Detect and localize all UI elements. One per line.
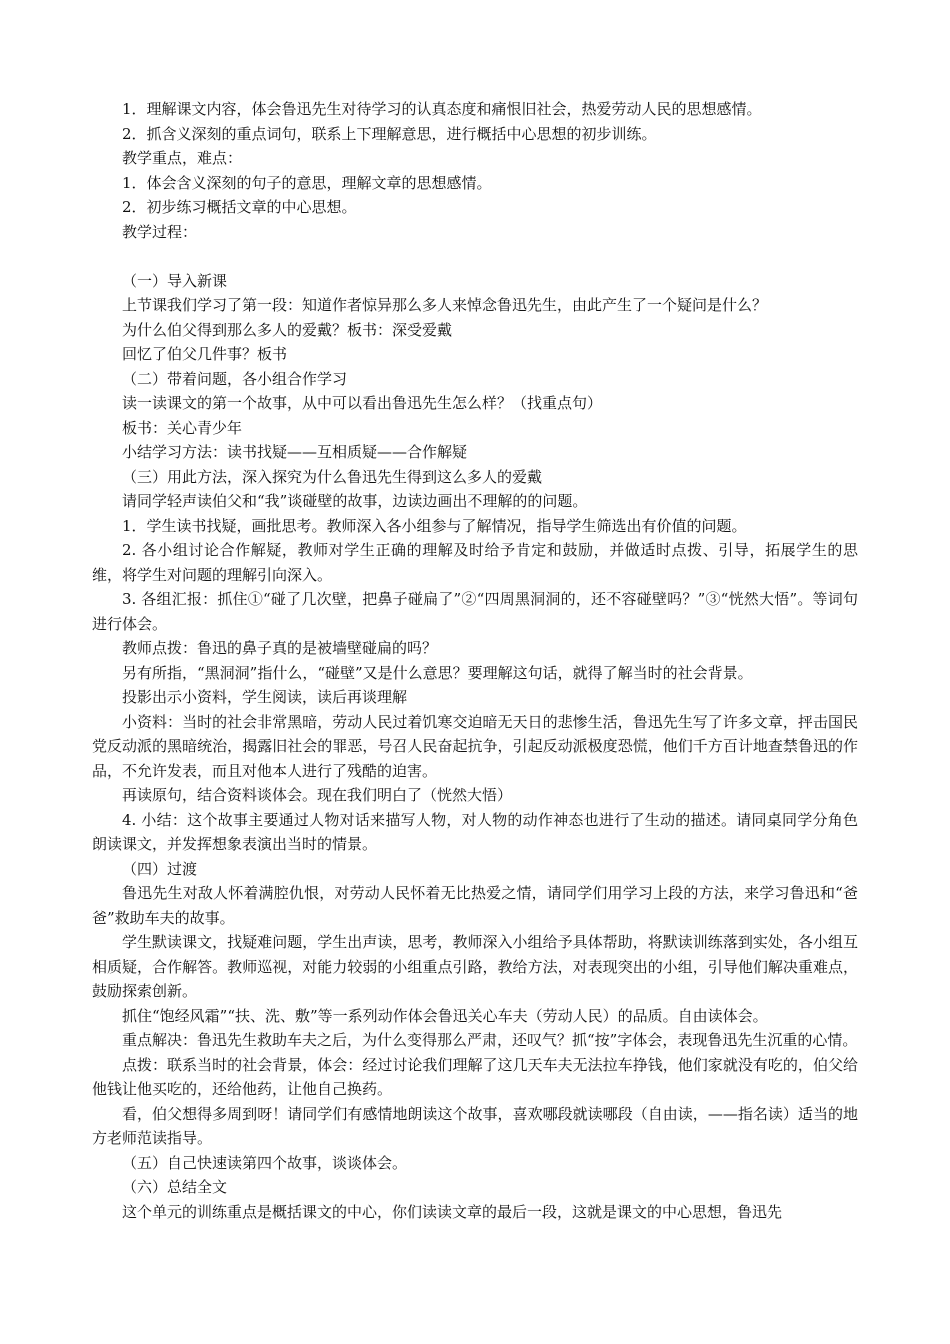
paragraph: 1．学生读书找疑，画批思考。教师深入各小组参与了解情况，指导学生筛选出有价值的问题。 [122,516,747,535]
paragraph: 抓住“饱经风霜”“扶、洗、敷”等一系列动作体会鲁迅关心车夫（劳动人民）的品质。自由读体会。 [122,1006,768,1025]
section-heading: （三）用此方法，深入探究为什么鲁迅先生得到这么多人的爱戴 [122,467,543,486]
paragraph: 读一读课文的第一个故事，从中可以看出鲁迅先生怎么样？（找重点句） [122,394,603,412]
paragraph: 回忆了伯父几件事？板书 [122,345,288,363]
paragraph: 看，伯父想得多周到呀！请同学们有感情地朗读这个故事，喜欢哪段就读哪段（自由读，——指名读）适当的地方老师范读指导。 [92,1104,858,1147]
section-heading: （五）自己快速读第四个故事，谈谈体会。 [122,1153,408,1172]
section-heading: （二）带着问题，各小组合作学习 [122,369,348,388]
objective-2: 2．抓含义深刻的重点词句，联系上下理解意思，进行概括中心思想的初步训练。 [122,124,657,143]
process-heading: 教学过程： [122,222,198,241]
paragraph: 这个单元的训练重点是概括课文的中心，你们读读文章的最后一段，这就是课文的中心思想，鲁迅先 [122,1202,783,1221]
key-points-heading: 教学重点，难点： [122,149,243,167]
objective-1: 1．理解课文内容，体会鲁迅先生对待学习的认真态度和痛恨旧社会，热爱劳动人民的思想感情。 [122,100,762,118]
paragraph: 3. 各组汇报：抓住①“碰了几次壁，把鼻子碰扁了”②“四周黑洞洞的，还不容碰壁吗？”③“恍然大悟”。等词句进行体会。 [92,590,858,633]
paragraph: 上节课我们学习了第一段：知道作者惊异那么多人来悼念鲁迅先生，由此产生了一个疑问是什么？ [122,296,768,314]
paragraph: 小资料：当时的社会非常黑暗，劳动人民过着饥寒交迫暗无天日的悲惨生活，鲁迅先生写了许多文章，抨击国民党反动派的黑暗统治，揭露旧社会的罪恶，号召人民奋起抗争，引起反动派极度恐慌，他们千方百计地查禁鲁迅的作品，不允许发表，而且对他本人进行了残酷的迫害。 [92,712,858,780]
paragraph: 4. 小结：这个故事主要通过人物对话来描写人物，对人物的动作神态也进行了生动的描述。请同桌同学分角色朗读课文，并发挥想象表演出当时的情景。 [92,810,858,853]
section-heading: （一）导入新课 [122,271,228,290]
paragraph: 请同学轻声读伯父和“我”谈碰壁的故事，边读边画出不理解的的问题。 [122,492,588,510]
paragraph: 投影出示小资料，学生阅读，读后再谈理解 [122,688,408,706]
document-body [92,97,858,1224]
paragraph: 点拨：联系当时的社会背景，体会：经过讨论我们理解了这几天车夫无法拉车挣钱，他们家就没有吃的，伯父给他钱让他买吃的，还给他药，让他自己换药。 [92,1055,858,1098]
blank-line [92,244,858,269]
section-heading: （四）过渡 [122,859,198,878]
paragraph: 另有所指，“黑洞洞”指什么，“碰壁”又是什么意思？要理解这句话，就得了解当时的社会背景。 [122,663,753,682]
paragraph: 小结学习方法：读书找疑——互相质疑——合作解疑 [122,443,468,461]
paragraph: 重点解决：鲁迅先生救助车夫之后，为什么变得那么严肃，还叹气？抓“按”字体会，表现鲁迅先生沉重的心情。 [122,1031,858,1049]
paragraph: 鲁迅先生对敌人怀着满腔仇恨，对劳动人民怀着无比热爱之情，请同学们用学习上段的方法，来学习鲁迅和“爸爸”救助车夫的故事。 [92,884,858,927]
section-heading: （六）总结全文 [122,1178,228,1196]
paragraph: 为什么伯父得到那么多人的爱戴？板书：深受爱戴 [122,320,453,339]
paragraph: 教师点拨：鲁迅的鼻子真的是被墙壁碰扁的吗？ [122,639,438,657]
paragraph: 再读原句，结合资料谈体会。现在我们明白了（恍然大悟） [122,786,513,804]
paragraph: 板书：关心青少年 [122,418,243,437]
paragraph: 2. 各小组讨论合作解疑，教师对学生正确的理解及时给予肯定和鼓励，并做适时点拨、引导，拓展学生的思维，将学生对问题的理解引向深入。 [92,541,858,584]
key-point-1: 1．体会含义深刻的句子的意思，理解文章的思想感情。 [122,173,492,192]
paragraph: 学生默读课文，找疑难问题，学生出声读，思考，教师深入小组给予具体帮助，将默读训练落到实处，各小组互相质疑，合作解答。教师巡视，对能力较弱的小组重点引路，教给方法，对表现突出的小组，引导他们解决重难点，鼓励探索创新。 [92,933,858,1000]
key-point-2: 2．初步练习概括文章的中心思想。 [122,198,357,216]
